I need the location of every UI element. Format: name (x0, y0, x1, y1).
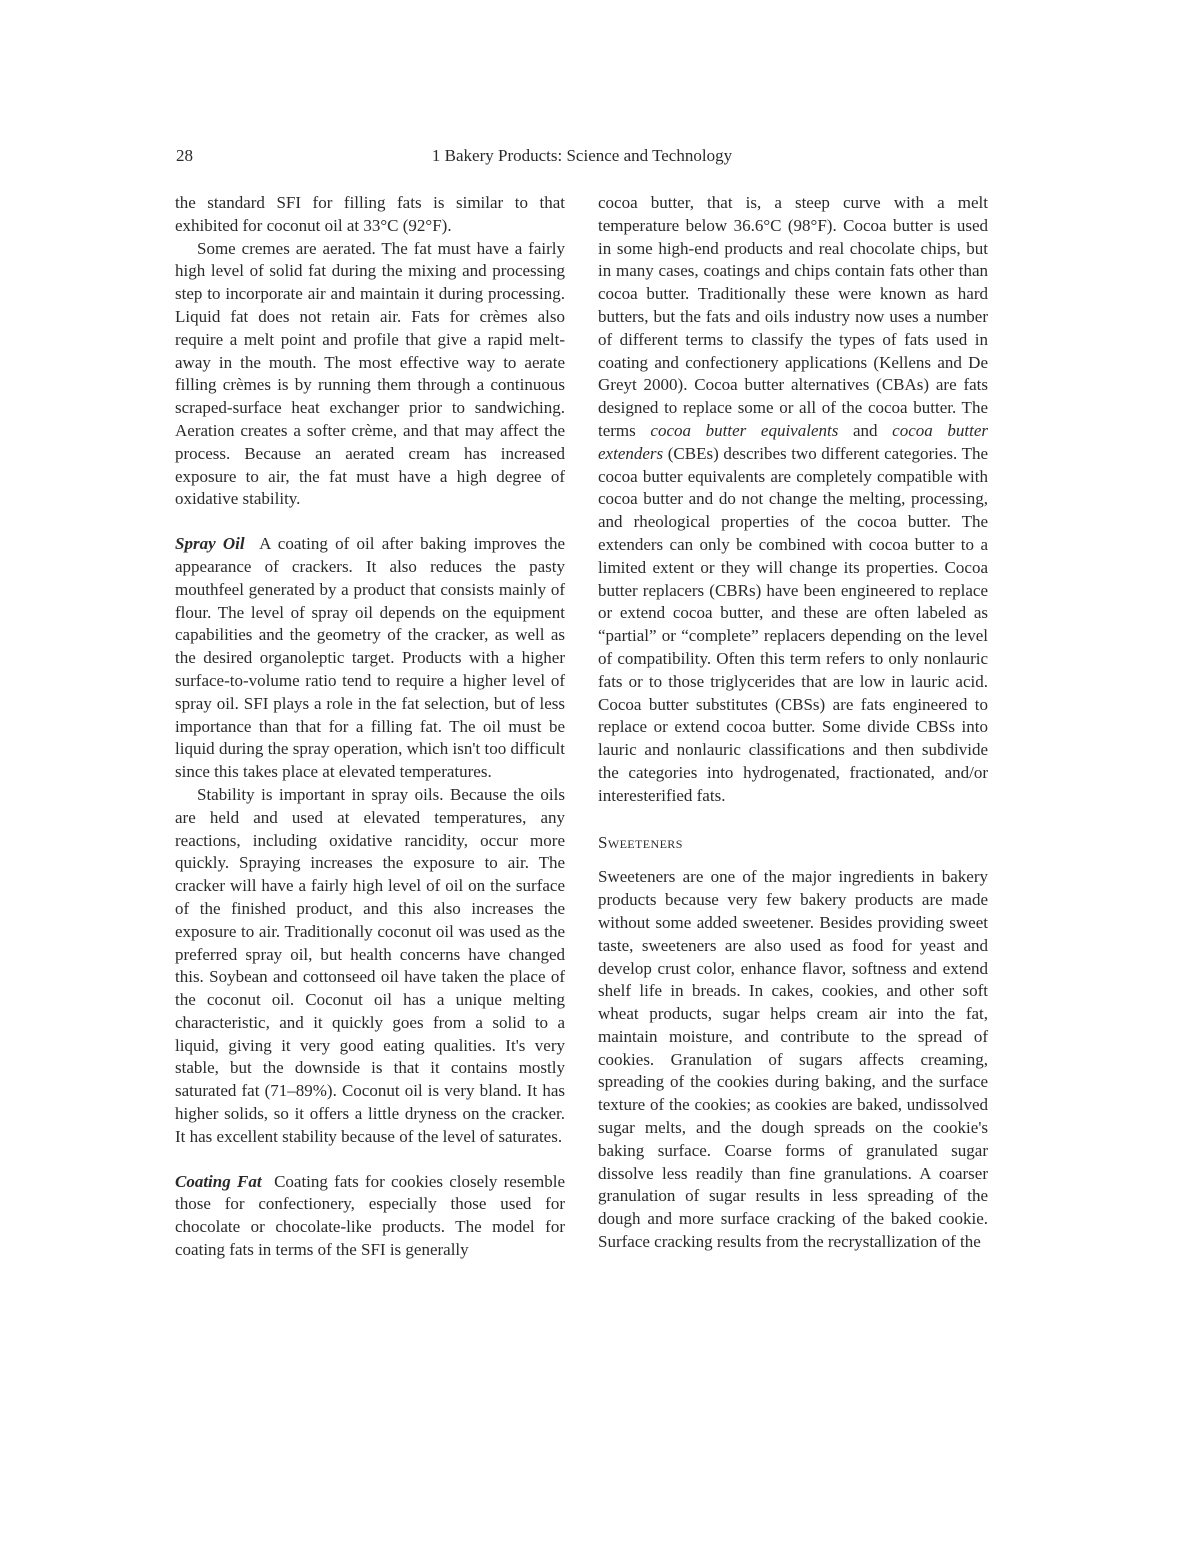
coating-fat-text: Coating fats for cookies closely resemble those for confectionery, especially those used for chocolate or chocolate-like products. The model for coating fats in terms of the SFI is generally (175, 1171, 565, 1260)
term-cocoa-butter-extenders: cocoa butter extenders (598, 420, 988, 463)
term-cocoa-butter-equivalents: cocoa butter equivalents (650, 420, 839, 440)
page-number: 28 (176, 146, 193, 165)
paragraph: Stability is important in spray oils. Because the oils are held and used at elevated temperatures, any reactions, including oxidative rancidity, occur more quickly. Spraying increases the exposure to air. The cracker will have a fairly high level of oil on the surface of the finished product, and this also increases the exposure to air. Traditionally coconut oil was used as the preferred spray oil, but health concerns have changed this. Soybean and cottonseed oil have taken the place of the coconut oil. Coconut oil has a unique melting characteristic, and it quickly goes from a solid to a liquid, giving it very good eating qualities. It's very stable, but the downside is that it contains mostly saturated fat (71–89%). Coconut oil is very bland. It has higher solids, so it offers a little dryness on the cracker. It has excellent stability because of the level of saturates. (175, 784, 565, 1146)
page-header (176, 146, 988, 170)
paragraph: the standard SFI for filling fats is similar to that exhibited for coconut oil at 33°C (92°F). (175, 193, 565, 235)
spray-oil-text: A coating of oil after baking improves the appearance of crackers. It also reduces the pasty mouthfeel generated by a product that consists mainly of flour. The level of spray oil depends on the equipment capabilities and the geometry of the cracker, as well as the desired organoleptic target. Products with a higher surface-to-volume ratio tend to require a higher level of spray oil. SFI plays a role in the fat selection, but of less importance than that for a filling fat. The oil must be liquid during the spray operation, which isn't too difficult since this takes place at elevated temperatures. (175, 534, 566, 782)
spray-oil-paragraph (175, 533, 565, 784)
right-column (598, 192, 988, 1254)
running-title: 1 Bakery Products: Science and Technology (431, 146, 733, 165)
left-column (175, 192, 565, 1262)
text-run: and (852, 420, 878, 440)
section-heading-sweeteners: Sweeteners (598, 832, 683, 852)
paragraph (598, 192, 988, 808)
coating-fat-heading: Coating Fat (175, 1171, 262, 1191)
spray-oil-heading: Spray Oil (175, 534, 245, 554)
paragraph: Some cremes are aerated. The fat must have a fairly high level of solid fat during the mixing and processing step to incorporate air and maintain it during processing. Liquid fat does not retain air. Fats for crèmes also require a melt point and profile that give a rapid melt-away in the mouth. The most effective way to aerate filling crèmes is by running them through a continuous scraped-surface heat exchanger prior to sandwiching. Aeration creates a softer crème, and that may affect the process. Because an aerated cream has increased exposure to air, the fat must have a high degree of oxidative stability. (175, 238, 565, 509)
coating-fat-paragraph (175, 1171, 565, 1262)
text-run: cocoa butter, that is, a steep curve with a melt temperature below 36.6°C (98°F). Cocoa butter is used in some high-end products and real chocolate chips, but in many cases, coatings and chips contain fats other than cocoa butter. Traditionally these were known as hard butters, but the fats and oils industry now uses a number of different terms to classify the types of fats used in coating and confectionery applications (Kellens and De Greyt 2000). Cocoa butter alternatives (CBAs) are fats designed to replace some or all of the cocoa butter. The terms (598, 193, 988, 440)
text-run: (CBEs) describes two different categories. The cocoa butter equivalents are completely compatible with cocoa butter and do not change the melting, processing, and rheological properties of the cocoa butter. The extenders can only be combined with cocoa butter to a limited extent or they will change its properties. Cocoa butter replacers (CBRs) have been engineered to replace or extend cocoa butter, and these are often labeled as “partial” or “complete” replacers depending on the level of compatibility. Often this term refers to only nonlauric fats or to those triglycerides that are low in lauric acid. Cocoa butter substitutes (CBSs) are fats engineered to replace or extend cocoa butter. Some divide CBSs into lauric and nonlauric classifications and then subdivide the categories into hydrogenated, fractionated, and/or interesterified fats. (598, 443, 989, 805)
paragraph: Sweeteners are one of the major ingredients in bakery products because very few bakery products are made without some added sweetener. Besides providing sweet taste, sweeteners are also used as food for yeast and develop crust color, enhance flavor, softness and extend shelf life in breads. In cakes, cookies, and other soft wheat products, sugar helps cream air into the fat, maintain moisture, and contribute to the spread of cookies. Granulation of sugars affects creaming, spreading of the cookies during baking, and the surface texture of the cookies; as cookies are baked, undissolved sugar melts, and the dough spreads on the cookie's baking surface. Coarse forms of granulated sugar dissolve less readily than fine granulations. A coarser granulation of sugar results in less spreading of the dough and more surface cracking of the baked cookie. Surface cracking results from the recrystallization of the (598, 867, 988, 1252)
